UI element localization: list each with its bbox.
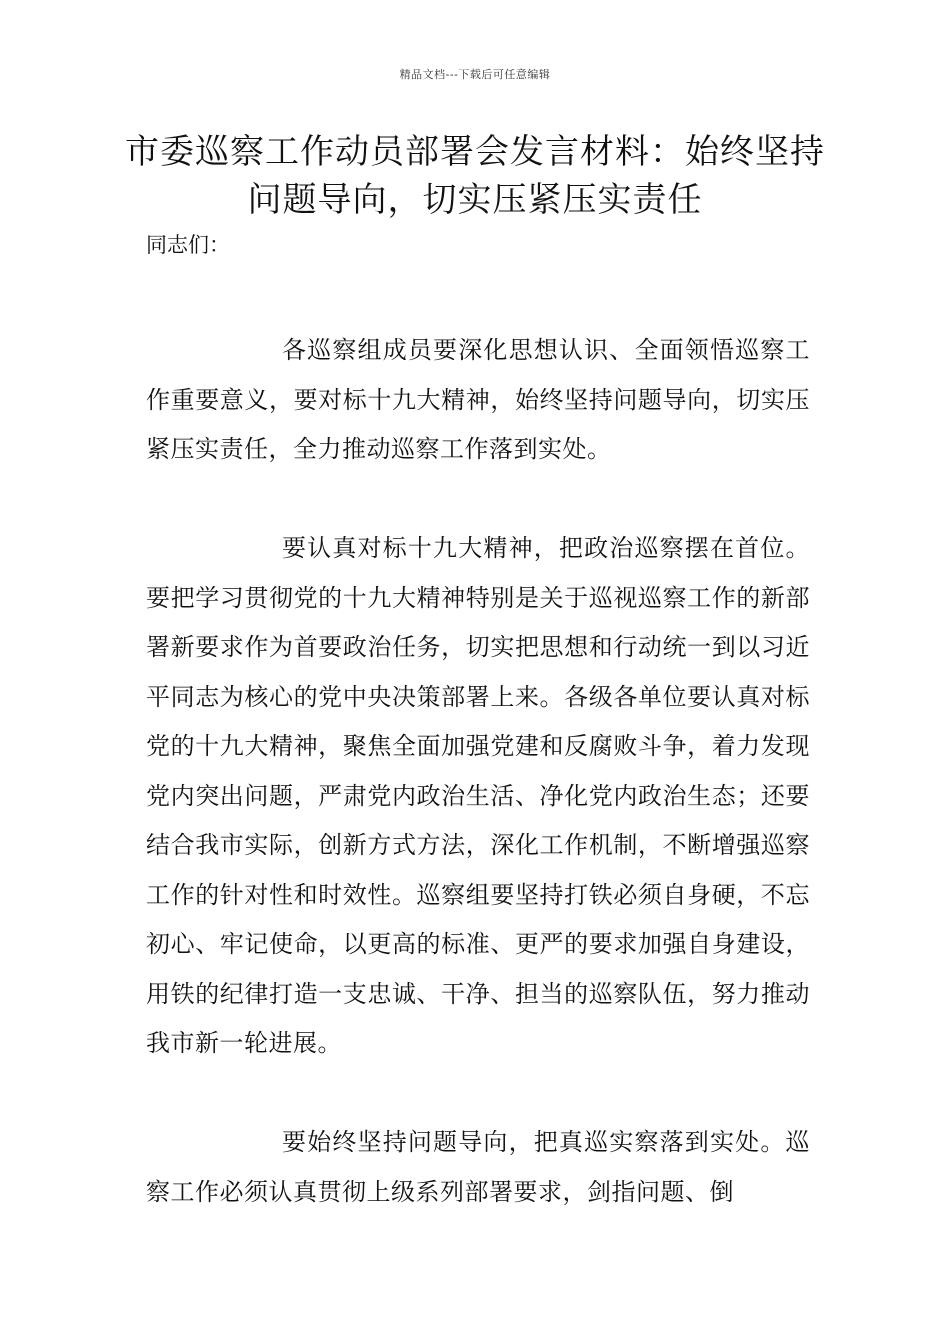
body-paragraph-3: 要始终坚持问题导向，把真巡实察落到实处。巡察工作必须认真贯彻上级系列部署要求，剑指问题、倒: [146, 1128, 810, 1206]
body-paragraph-2: 要认真对标十九大精神，把政治巡察摆在首位。要把学习贯彻党的十九大精神特别是关于巡视巡察工作的新部署新要求作为首要政治任务，切实把思想和行动统一到以习近平同志为核心的党中央决策部署上来。各级各单位要认真对标党的十九大精神，聚焦全面加强党建和反腐败斗争，着力发现党内突出问题，严肃党内政治生活、净化党内政治生态；还要结合我市实际，创新方式方法，深化工作机制，不断增强巡察工作的针对性和时效性。巡察组要坚持打铁必须自身硬，不忘初心、牢记使命，以更高的标准、更严的要求加强自身建设，用铁的纪律打造一支忠诚、干净、担当的巡察队伍，努力推动我市新一轮进展。: [146, 534, 810, 1057]
body-paragraph-1: 各巡察组成员要深化思想认识、全面领悟巡察工作重要意义，要对标十九大精神，始终坚持问题导向，切实压紧压实责任，全力推动巡察工作落到实处。: [146, 336, 810, 463]
document-title: 市委巡察工作动员部署会发言材料：始终坚持问题导向，切实压紧压实责任: [125, 132, 825, 220]
header-note: 精品文档---下载后可任意编辑: [399, 68, 551, 81]
salutation: 同志们：: [146, 233, 230, 257]
